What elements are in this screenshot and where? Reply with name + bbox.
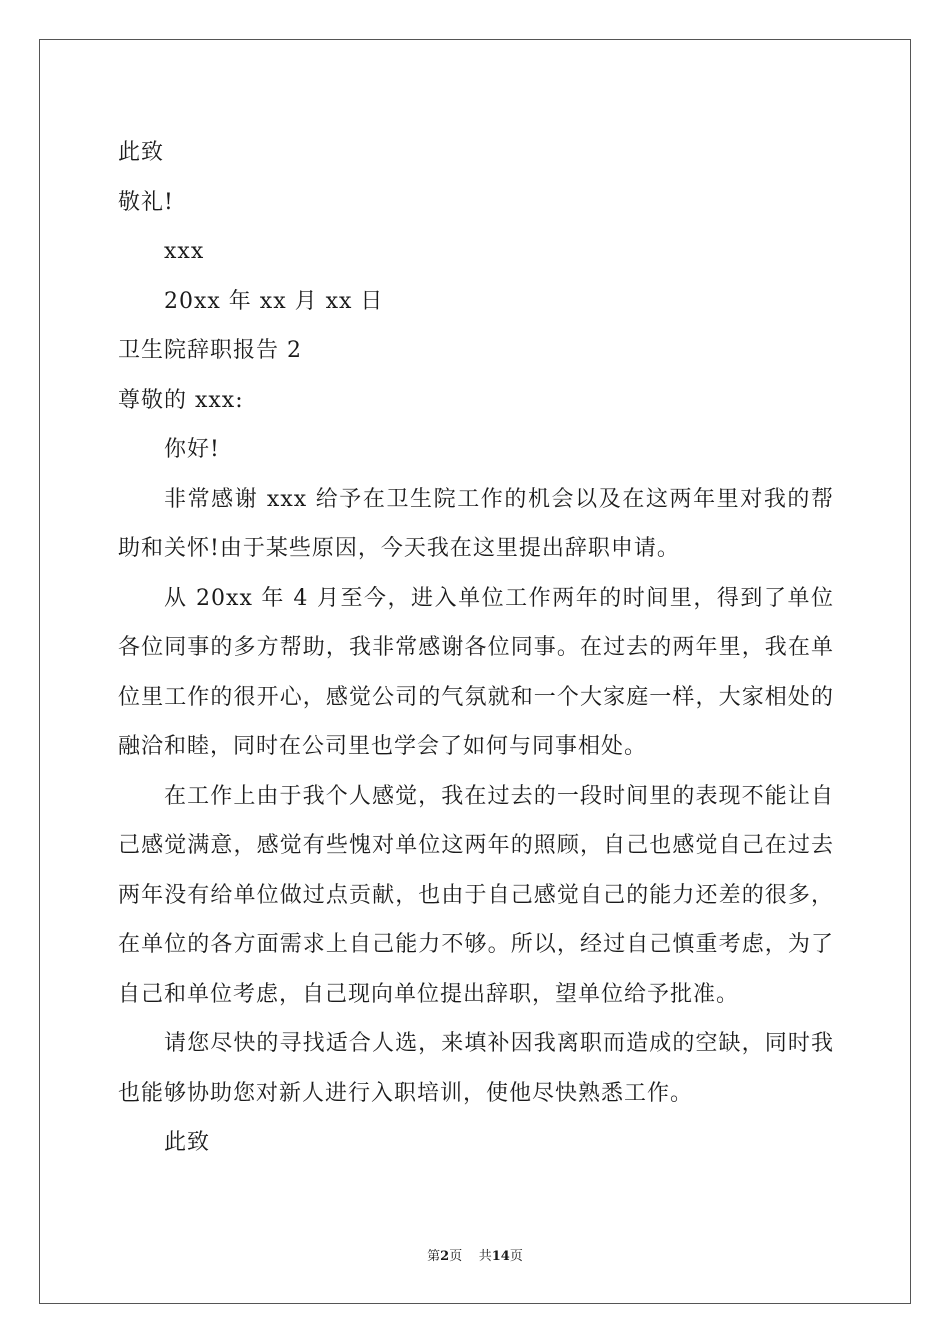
total-prefix: 共 xyxy=(478,1249,492,1264)
regards-line: 敬礼! xyxy=(118,189,174,215)
greeting: 你好! xyxy=(164,437,220,462)
page-prefix: 第 xyxy=(427,1249,441,1264)
signer-name: xxx xyxy=(164,239,205,264)
section-title: 卫生院辞职报告 2 xyxy=(118,338,302,363)
salutation: 尊敬的 xxx: xyxy=(118,387,244,413)
closing-line: 此致 xyxy=(118,140,165,165)
page-suffix: 页 xyxy=(449,1249,463,1264)
document-body xyxy=(118,128,834,1168)
signature-date: 20xx 年 xx 月 xx 日 xyxy=(164,288,384,314)
total-suffix: 页 xyxy=(509,1249,523,1264)
paragraph-reason: 在工作上由于我个人感觉，我在过去的一段时间里的表现不能让自己感觉满意，感觉有些愧对单位这两年的照顾，自己也感觉自己在过去两年没有给单位做过点贡献，也由于自己感觉自己的能力还差的很多，在单位的各方面需求上自己能力不够。所以，经过自己慎重考虑，为了自己和单位考虑，自己现向单位提出辞职，望单位给予批准。 xyxy=(118,783,834,1007)
page-footer xyxy=(0,1245,950,1264)
paragraph-thanks: 非常感谢 xxx 给予在卫生院工作的机会以及在这两年里对我的帮助和关怀!由于某些原因，今天我在这里提出辞职申请。 xyxy=(118,486,834,561)
closing-line-2: 此致 xyxy=(164,1130,211,1155)
paragraph-handover: 请您尽快的寻找适合人选，来填补因我离职而造成的空缺，同时我也能够协助您对新人进行入职培训，使他尽快熟悉工作。 xyxy=(118,1031,834,1106)
page-number: 2 xyxy=(440,1249,450,1264)
total-pages: 14 xyxy=(491,1249,510,1264)
paragraph-experience: 从 20xx 年 4 月至今，进入单位工作两年的时间里，得到了单位各位同事的多方帮助，我非常感谢各位同事。在过去的两年里，我在单位里工作的很开心，感觉公司的气氛就和一个大家庭一样，大家相处的融洽和睦，同时在公司里也学会了如何与同事相处。 xyxy=(118,585,834,759)
